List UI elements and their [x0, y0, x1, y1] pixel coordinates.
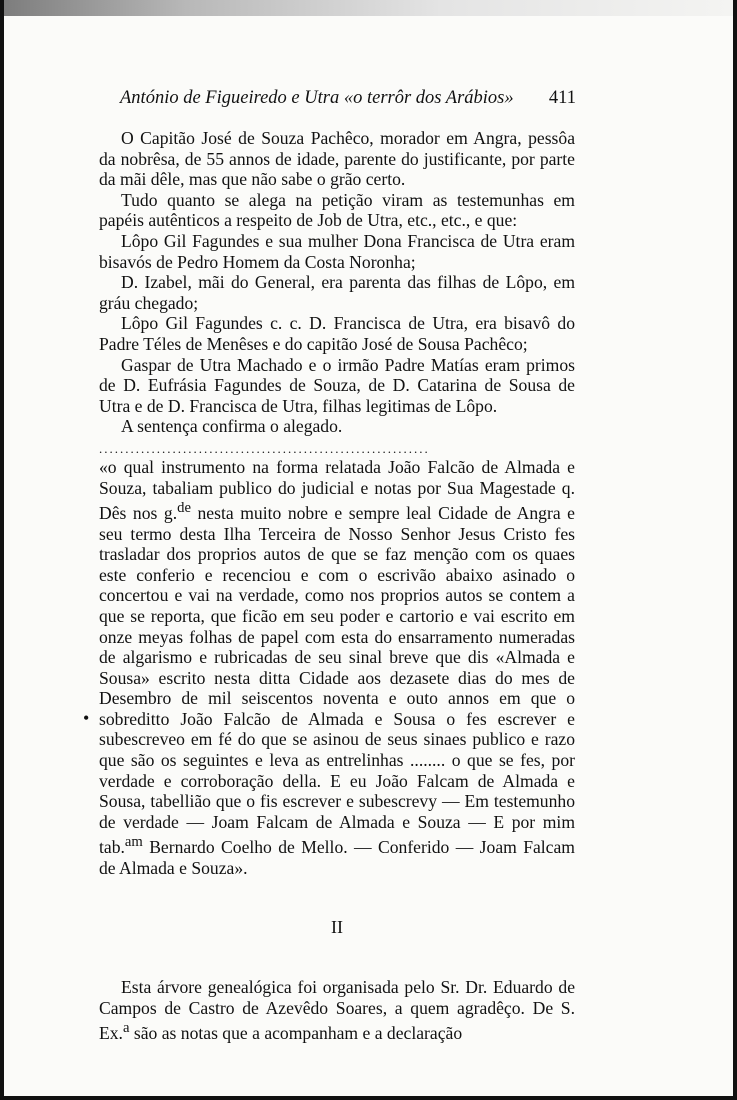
section-superscript: a: [122, 1020, 130, 1037]
page-body: [99, 128, 575, 1044]
quote-superscript: am: [124, 834, 143, 851]
quote-text: nesta muito nobre e sempre leal Cidade de Angra e seu termo desta Ilha Terceira de Nosso Senhor Jesus Cristo fes trasladar dos proprios autos de que se faz menção com os quaes este conferio e recenciou e com o escrivão abaixo asinado o concertou e vai na verdade, como nos proprios autos se contem a que se reporta, que ficão em seu poder e cartorio e vai escrito em onze meyas folhas de papel com esta do ensarramento numeradas de algarismo e rubricadas de seu sinal breve que dis «Almada e Sousa» escrito nesta ditta Cidade aos dezasete dias do mes de Desembro de mil seiscentos noventa e outo annos em que o sobreditto João Falcão de Almada e Sousa o fes escrever e subescreveo em fé do que se asinou de seus sinaes publico e razo que são os seguintes e leva as entrelinhas ........ o que se fes, por verdade e corroboração della. E eu João Falcam de Almada e Sousa, tabellião que o fis escrever e subescrevy — Em testemunho de verdade — Joam Falcam de Almada e Souza — E por mim tab.: [99, 502, 575, 858]
scan-edge-shadow: [4, 0, 733, 16]
paragraph: Gaspar de Utra Machado e o irmão Padre Matías eram primos de D. Eufrásia Fagundes de Souza, de D. Catarina de Sousa de Utra e de D. Francisca de Utra, filhas legitimas de Lôpo.: [99, 354, 575, 416]
section-heading: II: [331, 916, 343, 937]
paragraph: D. Izabel, mãi do General, era parenta das filhas de Lôpo, em gráu chegado;: [99, 272, 575, 313]
quoted-instrument: [99, 457, 575, 879]
section-text: Esta árvore genealógica foi organisada pelo Sr. Dr. Eduardo de Campos de Castro de Azevêdo Soares, a quem agradêço. De S. Ex.: [99, 977, 575, 1044]
section-paragraph: [99, 977, 575, 1044]
quote-text: «o qual instrumento na forma relatada João Falcão de Almada e Souza, tabaliam publico do judicial e notas por Sua Magestade q. Dês nos g.: [99, 456, 575, 523]
paragraph: Lôpo Gil Fagundes c. c. D. Francisca de Utra, era bisavô do Padre Téles de Menêses e do capitão José de Sousa Pachêco;: [99, 313, 575, 354]
section-text: são as notas que a acompanham e a declaração: [129, 1023, 463, 1044]
page-number: 411: [548, 88, 576, 108]
running-head-title: António de Figueiredo e Utra «o terrôr dos Arábios»: [120, 88, 514, 108]
quote-text: Bernardo Coelho de Mello. — Conferido — Joam Falcam de Almada e Souza».: [99, 837, 575, 878]
ellipsis-line: ...............................................................: [99, 442, 430, 455]
paragraph: Lôpo Gil Fagundes e sua mulher Dona Francisca de Utra eram bisavós de Pedro Homem da Costa Noronha;: [99, 230, 575, 272]
running-head: [120, 88, 576, 114]
paragraph: Tudo quanto se alega na petição viram as testemunhas em papéis autênticos a respeito de Job de Utra, etc., etc., e que:: [99, 189, 575, 231]
paragraph: O Capitão José de Souza Pachêco, morador em Angra, pessôa da nobrêsa, de 55 annos de idade, parente do justificante, por parte da mãi dêle, mas que não sabe o grão certo.: [99, 128, 575, 190]
paragraph: A sentença confirma o alegado.: [121, 416, 343, 437]
quote-superscript: de: [177, 500, 191, 517]
margin-mark: •: [83, 708, 90, 728]
